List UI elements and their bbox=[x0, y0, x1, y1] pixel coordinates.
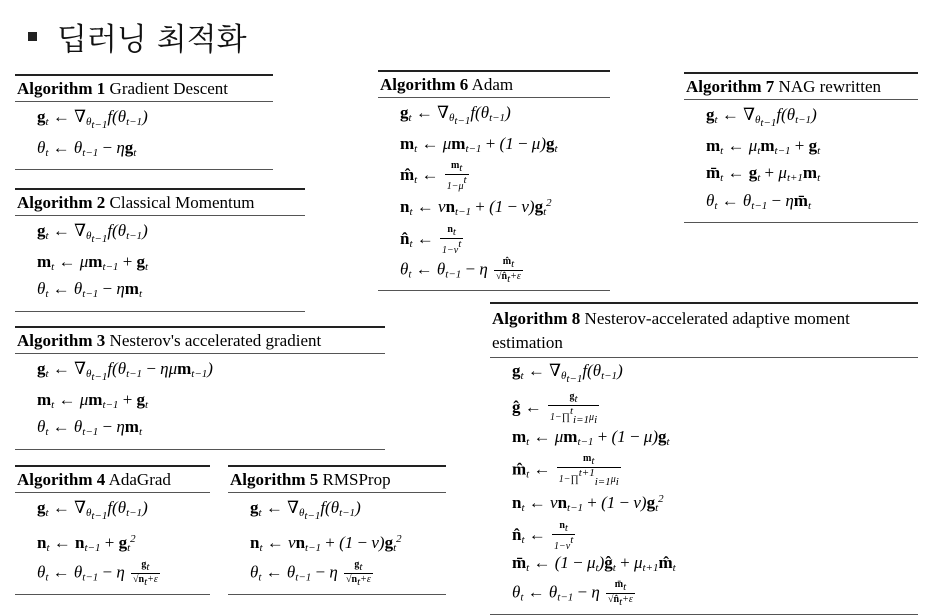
equation: ĝ ← $\frac{g_t}{1-\prod^t_{i=1}\mu_i}$ bbox=[512, 390, 598, 426]
equation: $m_t$ ← $\mu m_{t-1} + g_t$ bbox=[37, 251, 149, 273]
equation: $\theta_t$ ← $\theta_{t-1} - \eta$ $\frac{m̂_t}{√n̂_t+\varepsilon}$ bbox=[400, 255, 521, 285]
algorithm-1-box bbox=[15, 74, 273, 170]
equation: $g_t$ ← $\nabla_{\theta_{t-1}}f(\theta_{t-1})$ bbox=[250, 498, 361, 522]
equation: $\theta_t$ ← $\theta_{t-1} - \eta$ $\frac{g_t}{√n_t+\varepsilon}$ bbox=[37, 559, 158, 588]
algorithm-8-label: Algorithm 8 bbox=[492, 309, 581, 328]
algorithm-5-name: RMSProp bbox=[322, 470, 391, 489]
equation: $g_t$ ← $\nabla_{\theta_{t-1}}f(\theta_{t-1})$ bbox=[512, 361, 623, 385]
equation: $m̂_t$ ← $\frac{m_t}{1-\prod^{t+1}_{i=1}\mu_i}$ bbox=[512, 453, 619, 488]
equation: $\theta_t$ ← $\theta_{t-1} - \eta m_t$ bbox=[37, 279, 143, 300]
algorithm-2-header bbox=[15, 188, 305, 216]
algorithm-7-name: NAG rewritten bbox=[778, 77, 881, 96]
equation: $m_t$ ← $\mu m_{t-1} + g_t$ bbox=[37, 389, 149, 411]
equation: $\theta_t$ ← $\theta_{t-1}$ − $\eta m̄_t$ bbox=[706, 190, 812, 212]
equation: $m_t$ ← $\mu m_{t-1} + (1 - \mu)g_t$ bbox=[512, 426, 670, 448]
algorithm-2-body bbox=[15, 216, 305, 312]
equation: $m_t$ ← $\mu m_{t-1} + (1 - \mu)g_t$ bbox=[400, 133, 558, 155]
algorithm-4-header bbox=[15, 465, 210, 493]
equation: $\theta_t$ ← $\theta_{t-1} - \eta$ $\frac{g_t}{√n_t+\varepsilon}$ bbox=[250, 559, 371, 588]
equation: $g_t$ ← $\nabla_{\theta_{t-1}}f(\theta_{t-1} - \eta\mu m_{t-1})$ bbox=[37, 359, 213, 383]
algorithm-7-box bbox=[684, 72, 918, 223]
algorithm-6-header bbox=[378, 70, 610, 98]
algorithm-1-label: Algorithm 1 bbox=[17, 79, 106, 98]
equation: $\theta_t$ ← $\theta_{t-1} - \eta g_t$ bbox=[37, 137, 137, 159]
algorithm-8-box bbox=[490, 302, 918, 615]
equation: $n̂_t$ ← $\frac{n_t}{1-\nu^t}$ bbox=[512, 519, 574, 552]
algorithm-4-label: Algorithm 4 bbox=[17, 470, 106, 489]
equation: $m̂_t$ ← $\frac{m_t}{1-\mu^t}$ bbox=[400, 160, 467, 192]
algorithm-8-name: Nesterov-accelerated adaptive moment estimation bbox=[492, 309, 850, 352]
algorithm-1-name: Gradient Descent bbox=[109, 79, 229, 98]
algorithm-5-box bbox=[228, 465, 446, 595]
algorithm-3-box bbox=[15, 326, 385, 450]
equation: $g_t$ ← $\nabla_{\theta_{t-1}}f(\theta_{t-1})$ bbox=[706, 105, 817, 129]
equation: $g_t$ ← $\nabla_{\theta_{t-1}}f(\theta_{t-1})$ bbox=[37, 107, 148, 131]
equation: $n_t$ ← $\nu n_{t-1} + (1 - \nu)g_t^2$ bbox=[250, 532, 402, 554]
equation: $n̂_t$ ← $\frac{n_t}{1-\nu^t}$ bbox=[400, 223, 462, 256]
equation: $n_t$ ← $\nu n_{t-1} + (1 - \nu)g_t^2$ bbox=[400, 197, 552, 218]
algorithm-2-name: Classical Momentum bbox=[109, 193, 255, 212]
algorithm-6-body bbox=[378, 98, 610, 291]
equation: $g_t$ ← $\nabla_{\theta_{t-1}}f(\theta_{t-1})$ bbox=[37, 498, 148, 522]
algorithm-4-name: AdaGrad bbox=[108, 470, 171, 489]
equation: $n_t$ ← $\nu n_{t-1} + (1 - \nu)g_t^2$ bbox=[512, 493, 664, 514]
equation: $m̄_t$ ← $g_t + \mu_{t+1}m_t$ bbox=[706, 163, 821, 184]
algorithm-6-box bbox=[378, 70, 610, 291]
algorithm-3-header bbox=[15, 326, 385, 354]
algorithm-4-body bbox=[15, 493, 210, 595]
algorithm-7-label: Algorithm 7 bbox=[686, 77, 775, 96]
equation: $\theta_t$ ← $\theta_{t-1} - \eta$ $\frac{m̄_t}{√n̂_t+\varepsilon}$ bbox=[512, 579, 633, 608]
algorithm-4-box bbox=[15, 465, 210, 595]
equation: $g_t$ ← $\nabla_{\theta_{t-1}}f(\theta_{t-1})$ bbox=[37, 221, 148, 245]
equation: $m̄_t$ ← $(1 - \mu_t)ĝ_t$ + $\mu_{t+1}m̂_t$ bbox=[512, 552, 676, 574]
algorithm-2-box bbox=[15, 188, 305, 312]
bullet-icon bbox=[28, 32, 37, 41]
algorithm-3-label: Algorithm 3 bbox=[17, 331, 106, 350]
equation: $n_t$ ← $n_{t-1} + g_t^2$ bbox=[37, 532, 136, 554]
slide-title bbox=[28, 14, 247, 59]
equation: $m_t$ ← $\mu_tm_{t-1} + g_t$ bbox=[706, 135, 821, 157]
algorithm-3-name: Nesterov's accelerated gradient bbox=[109, 331, 322, 350]
algorithm-6-name: Adam bbox=[471, 75, 514, 94]
algorithm-1-body bbox=[15, 102, 273, 170]
algorithm-5-body bbox=[228, 493, 446, 595]
slide-title-text: 딥러닝 최적화 bbox=[57, 22, 247, 58]
algorithm-8-body bbox=[490, 358, 918, 615]
algorithm-7-body bbox=[684, 100, 918, 223]
algorithm-1-header bbox=[15, 74, 273, 102]
equation: $g_t$ ← $\nabla_{\theta_{t-1}}f(\theta_{t-1})$ bbox=[400, 103, 511, 127]
algorithm-5-label: Algorithm 5 bbox=[230, 470, 319, 489]
algorithm-7-header bbox=[684, 72, 918, 100]
algorithm-6-label: Algorithm 6 bbox=[380, 75, 469, 94]
algorithm-3-body bbox=[15, 354, 385, 450]
algorithm-8-header bbox=[490, 302, 918, 358]
algorithm-2-label: Algorithm 2 bbox=[17, 193, 106, 212]
equation: $\theta_t$ ← $\theta_{t-1} - \eta m_t$ bbox=[37, 417, 143, 438]
algorithm-5-header bbox=[228, 465, 446, 493]
